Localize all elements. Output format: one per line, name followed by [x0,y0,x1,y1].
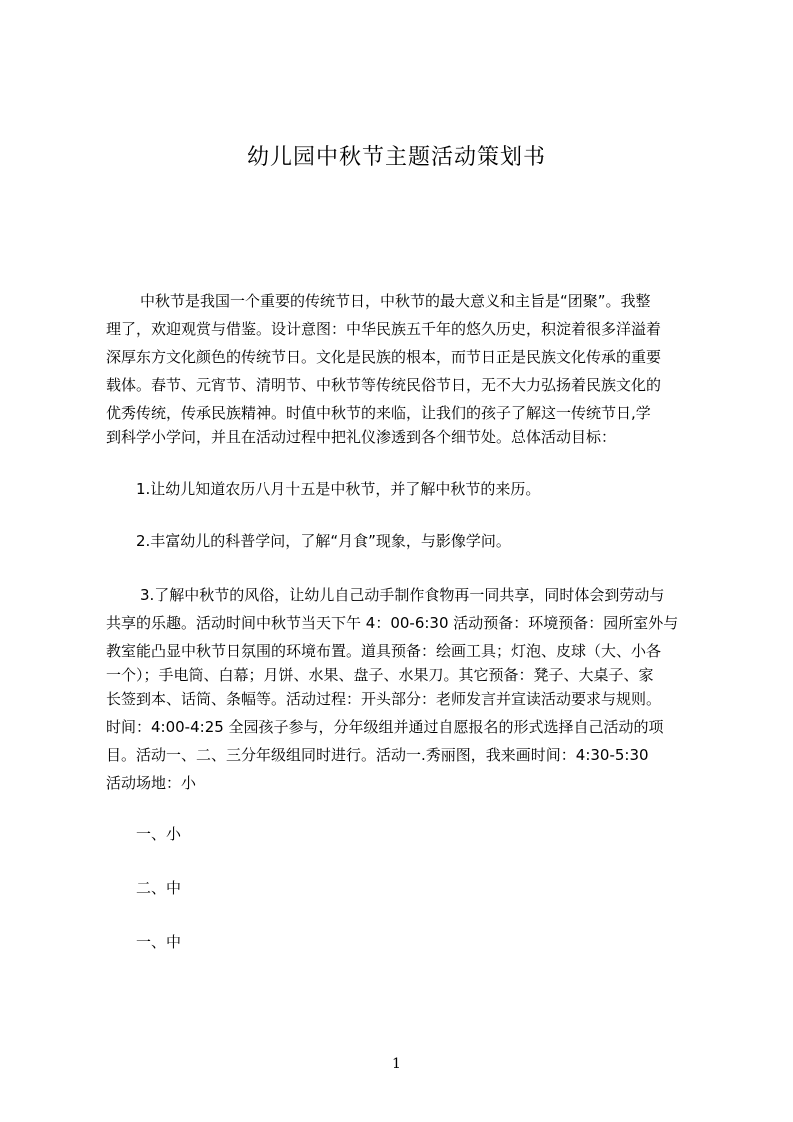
paragraph-line: 长签到本、话筒、条幅等。活动过程：开头部分：老师发言并宣读活动要求与规则。 [106,690,662,708]
paragraph-line: 共享的乐趣。活动时间中秋节当天下午 4：00-6:30 活动预备：环境预备：园所室外与 [106,614,679,632]
paragraph-line: 到科学小学问，并且在活动过程中把礼仪渗透到各个细节处。总体活动目标： [106,428,617,446]
paragraph-line: 教室能凸显中秋节日氛围的环境布置。道具预备：绘画工具；灯泡、皮球（大、小各 [106,642,662,660]
paragraph-line: 活动场地：小 [106,774,197,792]
document-title: 幼儿园中秋节主题活动策划书 [246,145,546,170]
paragraph-line: 理了，欢迎观赏与借鉴。设计意图：中华民族五千年的悠久历史，积淀着很多洋溢着 [106,320,662,338]
list-item: 二、中 [136,879,182,897]
paragraph-line: 3.了解中秋节的风俗，让幼儿自己动手制作食物再一同共享，同时体会到劳动与 [140,586,665,604]
goal-item: 2.丰富幼儿的科普学问，了解“月食”现象，与影像学问。 [136,532,511,550]
paragraph-line: 载体。春节、元宵节、清明节、中秋节等传统民俗节日，无不大力弘扬着民族文化的 [106,376,662,394]
paragraph-line: 优秀传统，传承民族精神。时值中秋节的来临，让我们的孩子了解这一传统节日,学 [106,404,651,422]
list-item: 一、小 [136,825,182,843]
paragraph-line: 一个）；手电筒、白幕；月饼、水果、盘子、水果刀。其它预备：凳子、大桌子、家 [106,666,654,684]
paragraph-line: 目。活动一、二、三分年级组同时进行。活动一.秀丽图，我来画时间：4:30-5:30 [106,746,649,764]
paragraph-line: 深厚东方文化颜色的传统节日。文化是民族的根本，而节日正是民族文化传承的重要 [106,348,662,366]
page-number: 1 [392,1056,401,1072]
paragraph-line: 中秋节是我国一个重要的传统节日，中秋节的最大意义和主旨是“团聚”。我整 [140,292,651,310]
paragraph-line: 时间：4:00-4:25 全园孩子参与，分年级组并通过自愿报名的形式选择自己活动的项 [106,718,664,736]
list-item: 一、中 [136,933,182,951]
goal-item: 1.让幼儿知道农历八月十五是中秋节，并了解中秋节的来历。 [136,480,541,498]
